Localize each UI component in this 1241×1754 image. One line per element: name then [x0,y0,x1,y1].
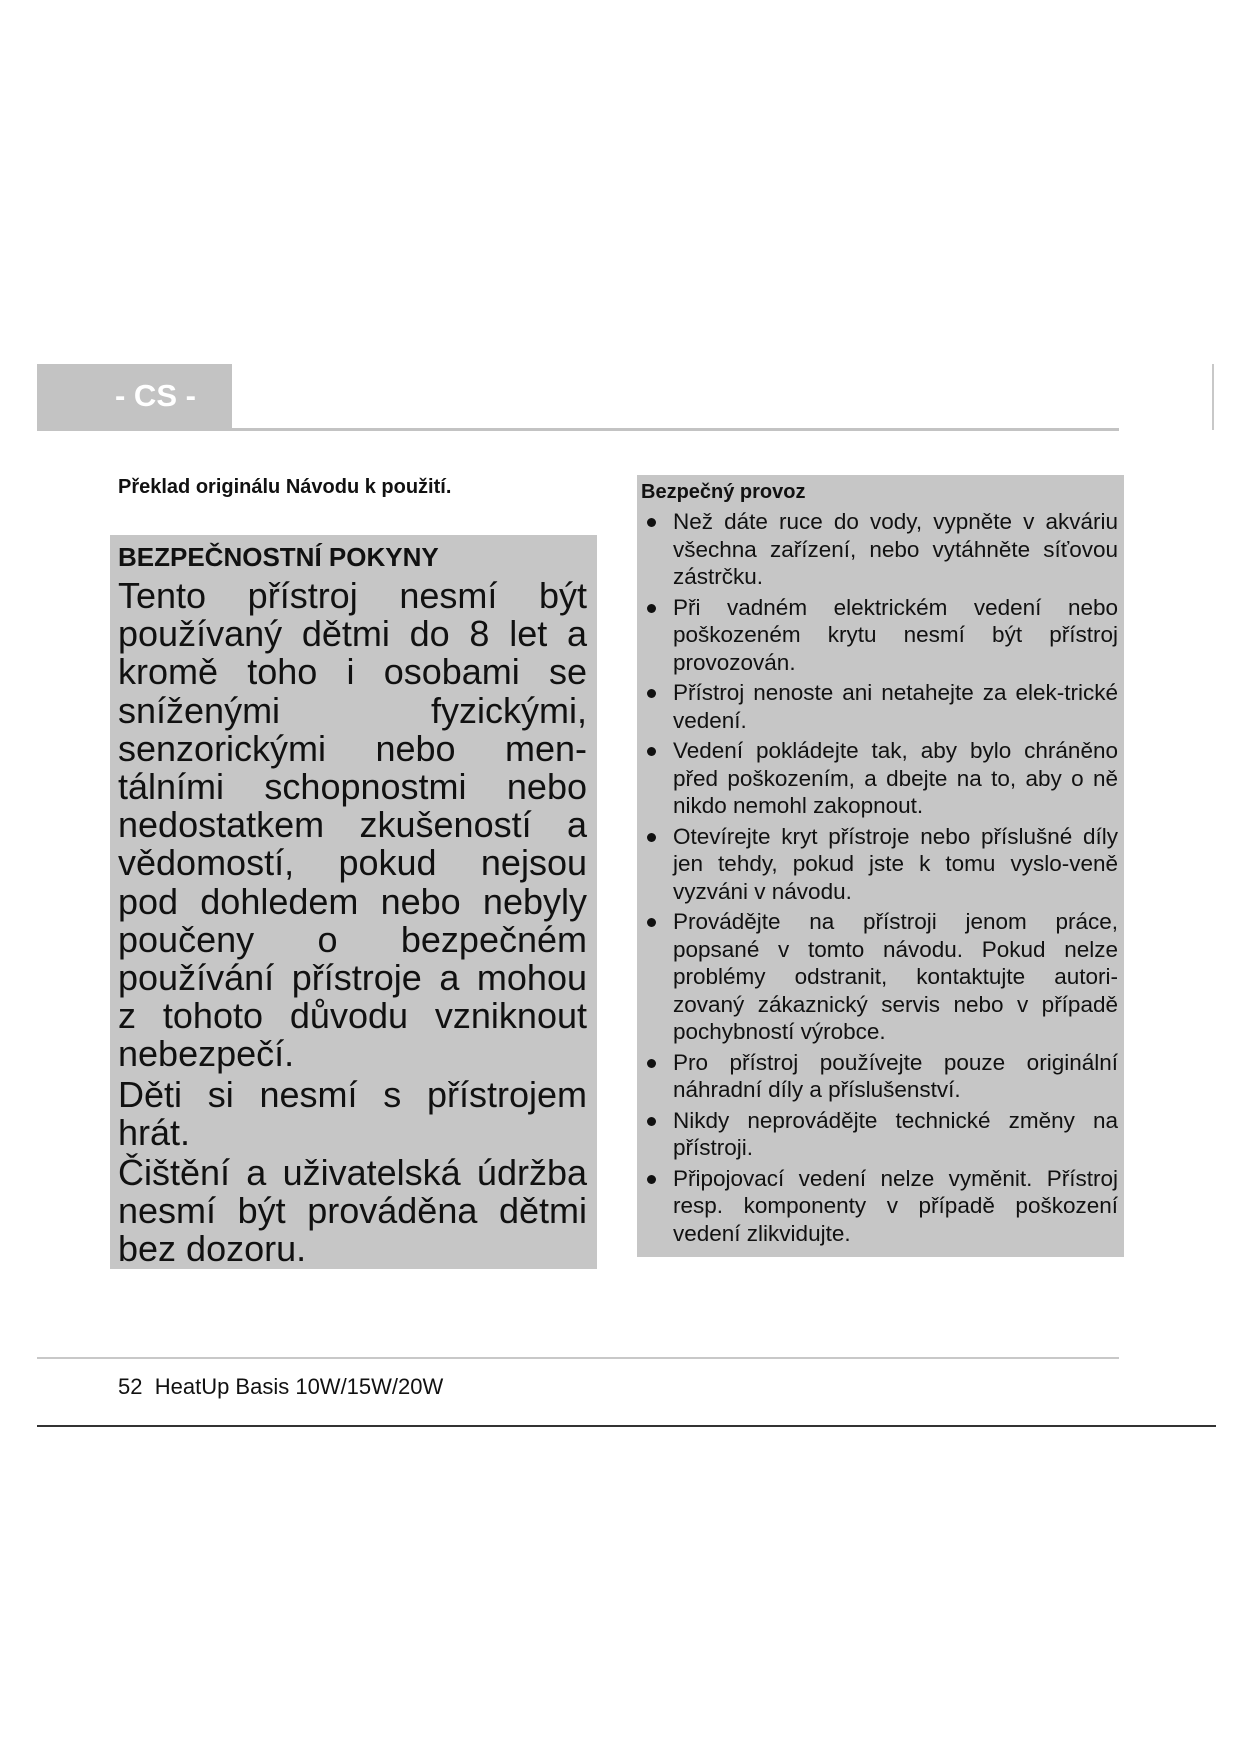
bullet-icon [647,689,656,698]
list-item [641,1049,1118,1104]
list-item-text: Provádějte na přístroji jenom práce, popsané v tomto návodu. Pokud nelze problémy odstranit, kontaktujte autori-zovaný zákaznický servis nebo v případě pochybností výrobce. [673,909,1118,1044]
bullet-icon [647,1117,656,1126]
safety-instructions-box [110,535,597,1269]
bullet-icon [647,1059,656,1068]
list-item-text: Otevírejte kryt přístroje nebo příslušné díly jen tehdy, pokud jste k tomu vyslo-veně vyzváni v návodu. [673,823,1118,904]
page-edge-mark [1212,364,1214,430]
list-item-text: Vedení pokládejte tak, aby bylo chráněno před poškozením, a dbejte na to, aby o ně nikdo nemohl zakopnout. [673,738,1118,818]
list-item [641,908,1118,1046]
list-item-text: Přístroj nenoste ani netahejte za elek-trické vedení. [673,680,1118,733]
footer-divider [37,1357,1119,1359]
header-divider [37,428,1119,431]
page-number: 52 [118,1374,143,1399]
safety-paragraph: Děti si nesmí s přístrojem hrát. [118,1073,587,1153]
bullet-icon [647,604,656,613]
list-item-text: Při vadném elektrickém vedení nebo poškozeném krytu nesmí být přístroj provozován. [673,594,1118,675]
safety-paragraph: Čištění a uživatelská údržba nesmí být prováděna dětmi bez dozoru. [118,1152,587,1269]
list-item-text: Nikdy neprovádějte technické změny na přístroji. [673,1107,1118,1160]
page-footer [118,1374,443,1400]
list-item [641,737,1118,820]
language-tab [37,364,232,428]
list-item [641,1165,1118,1248]
list-item [641,594,1118,677]
list-item-text: Než dáte ruce do vody, vypněte v akváriu všechna zařízení, nebo vytáhněte síťovou zástrčku. [673,509,1118,589]
list-item-text: Připojovací vedení nelze vyměnit. Přístroj resp. komponenty v případě poškození vedení zlikvidujte. [673,1165,1118,1246]
bullet-icon [647,918,656,927]
list-item [641,679,1118,734]
product-name: HeatUp Basis 10W/15W/20W [154,1374,444,1399]
bullet-icon [647,833,656,842]
list-item [641,508,1118,591]
bullet-icon [647,518,656,527]
safety-paragraph: Tento přístroj nesmí být používaný dětmi do 8 let a kromě toho i osobami se sníženými fyzickými, senzorickými nebo men-tálními schopnostmi nebo nedostatkem zkušeností a vědomostí, pokud nejsou pod dohledem nebo nebyly poučeny o bezpečném používání přístroje a mohou z tohoto důvodu vzniknout nebezpečí. [118,575,587,1075]
list-item [641,1107,1118,1162]
list-item-text: Pro přístroj používejte pouze originální náhradní díly a příslušenství. [673,1049,1118,1102]
safe-operation-title: Bezpečný provoz [641,481,806,503]
safety-instructions-title: BEZPEČNOSTNÍ POKYNY [118,542,439,572]
bullet-icon [647,1175,656,1184]
bottom-divider [37,1425,1216,1427]
bullet-icon [647,747,656,756]
safe-operation-box [637,475,1124,1257]
list-item [641,823,1118,906]
translation-note: Překlad originálu Návodu k použití. [118,476,452,498]
language-tab-label: - CS - [115,378,196,413]
safe-operation-list [641,508,1118,1247]
